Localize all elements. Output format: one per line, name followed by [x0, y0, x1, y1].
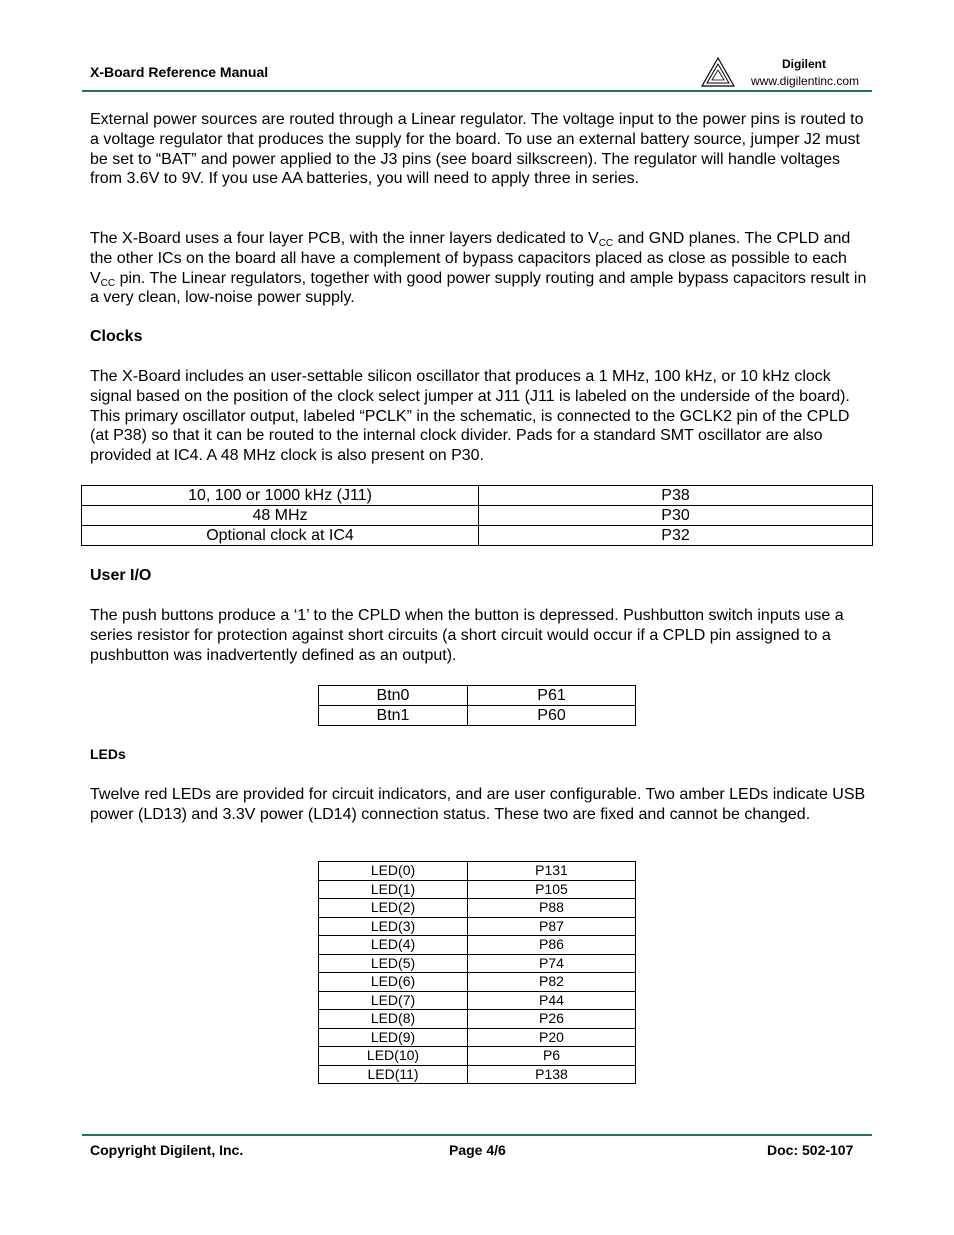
vcc-subscript: CC	[598, 238, 614, 249]
table-cell: LED(8)	[319, 1010, 468, 1029]
table-cell: LED(7)	[319, 991, 468, 1010]
table-cell: P60	[468, 706, 636, 726]
footer-rule	[82, 1134, 872, 1136]
footer-copyright: Copyright Digilent, Inc.	[90, 1142, 244, 1158]
paragraph-power-regulator: External power sources are routed through a Linear regulator. The voltage input to the power pins is routed to a voltage regulator that produces the supply for the board. To use an external battery source, jumper J2 must be set to “BAT” and power applied to the J3 pins (see board silkscreen). The regulator will handle voltages from 3.6V to 9V. If you use AA batteries, you will need to apply three in series.	[90, 111, 864, 188]
paragraph-user-io: The push buttons produce a ‘1’ to the CPLD when the button is depressed. Pushbutton switch inputs use a series resistor for protection against short circuits (a short circuit would occur if a CPLD pin assigned to a pushbutton was inadvertently defined as an output).	[90, 607, 844, 664]
table-cell: P38	[479, 486, 873, 506]
document-title: X-Board Reference Manual	[90, 64, 269, 80]
table-row	[319, 686, 636, 706]
table-row	[319, 991, 636, 1010]
vcc-subscript: CC	[100, 277, 116, 289]
table-cell: P138	[468, 1065, 636, 1084]
table-cell: P88	[468, 899, 636, 918]
table-cell: LED(9)	[319, 1028, 468, 1047]
table-row	[319, 1010, 636, 1029]
table-cell: LED(3)	[319, 917, 468, 936]
table-cell: P26	[468, 1010, 636, 1029]
table-cell: P6	[468, 1047, 636, 1066]
paragraph-pcb	[90, 229, 870, 308]
table-row	[82, 506, 873, 526]
table-row	[319, 936, 636, 955]
table-cell: LED(4)	[319, 936, 468, 955]
button-table	[318, 685, 636, 726]
table-cell: 48 MHz	[82, 506, 479, 526]
heading-user-io: User I/O	[90, 567, 152, 584]
table-row	[319, 973, 636, 992]
digilent-logo-icon	[700, 56, 736, 88]
table-cell: P87	[468, 917, 636, 936]
pcb-text-a: The X-Board uses a four layer PCB, with the inner layers dedicated to V	[90, 230, 599, 247]
table-cell: LED(6)	[319, 973, 468, 992]
table-cell: P74	[468, 954, 636, 973]
table-row	[319, 862, 636, 881]
heading-clocks: Clocks	[90, 328, 143, 345]
footer-page-number: Page 4/6	[449, 1142, 506, 1158]
table-row	[319, 917, 636, 936]
table-row	[319, 954, 636, 973]
paragraph-leds: Twelve red LEDs are provided for circuit indicators, and are user configurable. Two amber LEDs indicate USB power (LD13) and 3.3V power (LD14) connection status. These two are fixed and cannot be changed.	[90, 786, 866, 823]
table-cell: P30	[479, 506, 873, 526]
table-cell: P86	[468, 936, 636, 955]
table-cell: 10, 100 or 1000 kHz (J11)	[82, 486, 479, 506]
table-row	[319, 706, 636, 726]
footer-doc-number: Doc: 502-107	[767, 1142, 854, 1158]
table-cell: LED(2)	[319, 899, 468, 918]
table-row	[319, 899, 636, 918]
table-cell: LED(1)	[319, 880, 468, 899]
table-cell: P44	[468, 991, 636, 1010]
table-row	[319, 1065, 636, 1084]
table-row	[319, 1047, 636, 1066]
table-row	[319, 880, 636, 899]
table-row	[82, 526, 873, 546]
table-cell: LED(11)	[319, 1065, 468, 1084]
table-cell: P82	[468, 973, 636, 992]
header-rule	[82, 90, 872, 92]
table-cell: Btn1	[319, 706, 468, 726]
company-name: Digilent	[782, 57, 826, 71]
table-row	[319, 1028, 636, 1047]
table-cell: Btn0	[319, 686, 468, 706]
company-url: www.digilentinc.com	[751, 74, 860, 88]
table-cell: Optional clock at IC4	[82, 526, 479, 546]
pcb-text-b: and GND planes. The CPLD and the other ICs on the board all have a complement of bypass capacitors placed as close as possible to each V	[90, 230, 851, 287]
table-cell: P131	[468, 862, 636, 881]
pcb-text-c: pin. The Linear regulators, together with good power supply routing and ample bypass capacitors result in a very clean, low-noise power supply.	[90, 269, 867, 307]
table-cell: LED(5)	[319, 954, 468, 973]
led-table	[318, 861, 636, 1084]
clock-table	[81, 485, 873, 546]
table-cell: P20	[468, 1028, 636, 1047]
table-cell: LED(0)	[319, 862, 468, 881]
table-cell: LED(10)	[319, 1047, 468, 1066]
table-cell: P105	[468, 880, 636, 899]
table-cell: P32	[479, 526, 873, 546]
paragraph-clocks: The X-Board includes an user-settable silicon oscillator that produces a 1 MHz, 100 kHz, or 10 kHz clock signal based on the position of the clock select jumper at J11 (J11 is labeled on the underside of the board). This primary oscillator output, labeled “PCLK” in the schematic, is connected to the GCLK2 pin of the CPLD (at P38) so that it can be routed to the internal clock divider. Pads for a standard SMT oscillator are also provided at IC4. A 48 MHz clock is also present on P30.	[90, 368, 850, 465]
table-row	[82, 486, 873, 506]
heading-leds: LEDs	[90, 746, 126, 762]
table-cell: P61	[468, 686, 636, 706]
